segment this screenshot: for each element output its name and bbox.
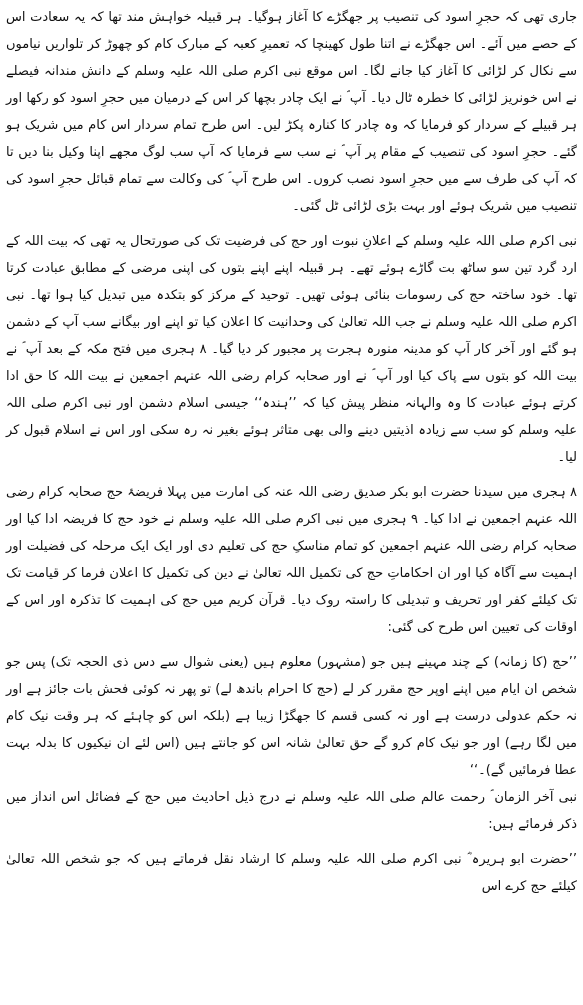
- paragraph-quran-quote: ’’حج (کا زمانہ) کے چند مہینے ہیں جو (مشہور) معلوم ہیں (یعنی شوال سے دس ذی الحجہ تک) پس جو شخص ان ایام میں اپنے اوپر حج مقرر کر لے (حج کا احرام باندھ لے) تو پھر نہ کوئی فحش بات جائز ہے اور نہ حکم عدولی درست ہے اور نہ کسی قسم کا جھگڑا زیبا ہے (بلکہ اس کو چاہئے کہ ہر وقت نیک کام میں لگا رہے) اور جو نیک کام کرو گے حق تعالیٰ شانہ اس کو جانتے ہیں (اس لئے ان نیکیوں کا بدلہ بہت عطا فرمائیں گے)۔‘‘: [6, 655, 577, 778]
- paragraph-prophethood: نبی اکرم صلی اللہ علیہ وسلم کے اعلانِ نبوت اور حج کی فرضیت تک کی صورتحال یہ تھی کہ بیت اللہ کے ارد گرد تین سو ساٹھ بت گاڑے ہوئے تھے۔ ہر قبیلہ اپنے اپنے بتوں کی اپنی مرضی کے مطابق عبادت کرتا تھا۔ خود ساختہ حج کی رسومات بنائی ہوئی تھیں۔ توحید کے مرکز کو بتکدہ میں تبدیل کیا ہوا تھا۔ نبی اکرم صلی اللہ علیہ وسلم نے جب اللہ تعالیٰ کی وحدانیت کا اعلان کیا تو اپنے اور بیگانے سب آپ کے دشمن ہو گئے اور آخر کار آپ کو مدینہ منورہ ہجرت پر مجبور کر دیا گیا۔ ۸ ہجری میں فتح مکہ کے بعد آپ ؐ نے بیت اللہ کو بتوں سے پاک کیا اور آپ ؐ نے اور صحابہ کرام رضی اللہ عنہم اجمعین نے بیت اللہ کا حق ادا کرتے ہوئے عبادت کا وہ والہانہ منظر پیش کیا کہ ’’ہندہ‘‘ جیسی اسلام دشمن اور نبی اکرم صلی اللہ علیہ وسلم کو سب سے زیادہ اذیتیں دینے والی بھی متاثر ہوئے بغیر نہ رہ سکی اور اس نے اسلام قبول کر لیا۔: [6, 234, 578, 465]
- paragraph-first-hajj: ۸ ہجری میں سیدنا حضرت ابو بکر صدیق رضی اللہ عنہ کی امارت میں پہلا فریضۂ حج صحابہ کرام رضی اللہ عنہم اجمعین نے ادا کیا۔ ۹ ہجری میں نبی اکرم صلی اللہ علیہ وسلم نے خود حج کا فریضہ ادا کیا اور صحابہ کرام رضی اللہ عنہم اجمعین کو تمام مناسکِ حج کی تعلیم دی اور ایک ایک مرحلہ کی فضیلت اور اہمیت سے آگاہ کیا اور ان احکاماتِ حج کی تکمیل اللہ تعالیٰ نے دین کی تکمیل کا اعلان فرما کر قیامت تک تک کیلئے کفر اور تحریف و تبدیلی کا راستہ روک دیا۔ قرآن کریم میں حج کی اہمیت کا تذکرہ اور اس کے اوقات کی تعیین اس طرح کی گئی:: [6, 485, 577, 635]
- paragraph-hadith-quote: ’’حضرت ابو ہریرہ ؓ نبی اکرم صلی اللہ علیہ وسلم کا ارشاد نقل فرماتے ہیں کہ جو شخص اللہ تعالیٰ کیلئے حج کرے اس: [6, 852, 577, 894]
- paragraph-hadith-intro: نبی آخر الزمان ؐ رحمت عالم صلی اللہ علیہ وسلم نے درج ذیل احادیث میں حج کے فضائل اس انداز میں ذکر فرمائے ہیں:: [6, 790, 577, 832]
- paragraph-hajar-aswad: جاری تھی کہ حجرِ اسود کی تنصیب پر جھگڑے کا آغاز ہوگیا۔ ہر قبیلہ خواہش مند تھا کہ یہ سعادت اس کے حصے میں آئے۔ اس جھگڑے نے اتنا طول کھینچا کہ تعمیرِ کعبہ کے مبارک کام کو چھوڑ کر تلواریں نیاموں سے نکال کر لڑائی کا آغاز کیا جانے لگا۔ اس موقع نبی اکرم صلی اللہ علیہ وسلم کے دانش مندانہ فیصلے نے اس خونریز لڑائی کا خطرہ ٹال دیا۔ آپ ؐ نے ایک چادر بچھا کر اس کے درمیان میں حجرِ اسود کو رکھا اور ہر قبیلے کے سردار کو فرمایا کہ وہ چادر کا کنارہ پکڑ لیں۔ اس طرح تمام سردار اس کام میں شریک ہو گئے۔ حجرِ اسود کی تنصیب کے مقام پر آپ ؐ نے سب سے فرمایا کہ آپ سب لوگ مجھے اپنا وکیل بنا دیں تا کہ آپ کی طرف سے میں حجرِ اسود نصب کروں۔ اس طرح آپ ؐ کی وکالت سے تمام قبائل حجرِ اسود کی تنصیب میں شریک ہوئے اور بہت بڑی لڑائی ٹل گئی۔: [6, 10, 577, 214]
